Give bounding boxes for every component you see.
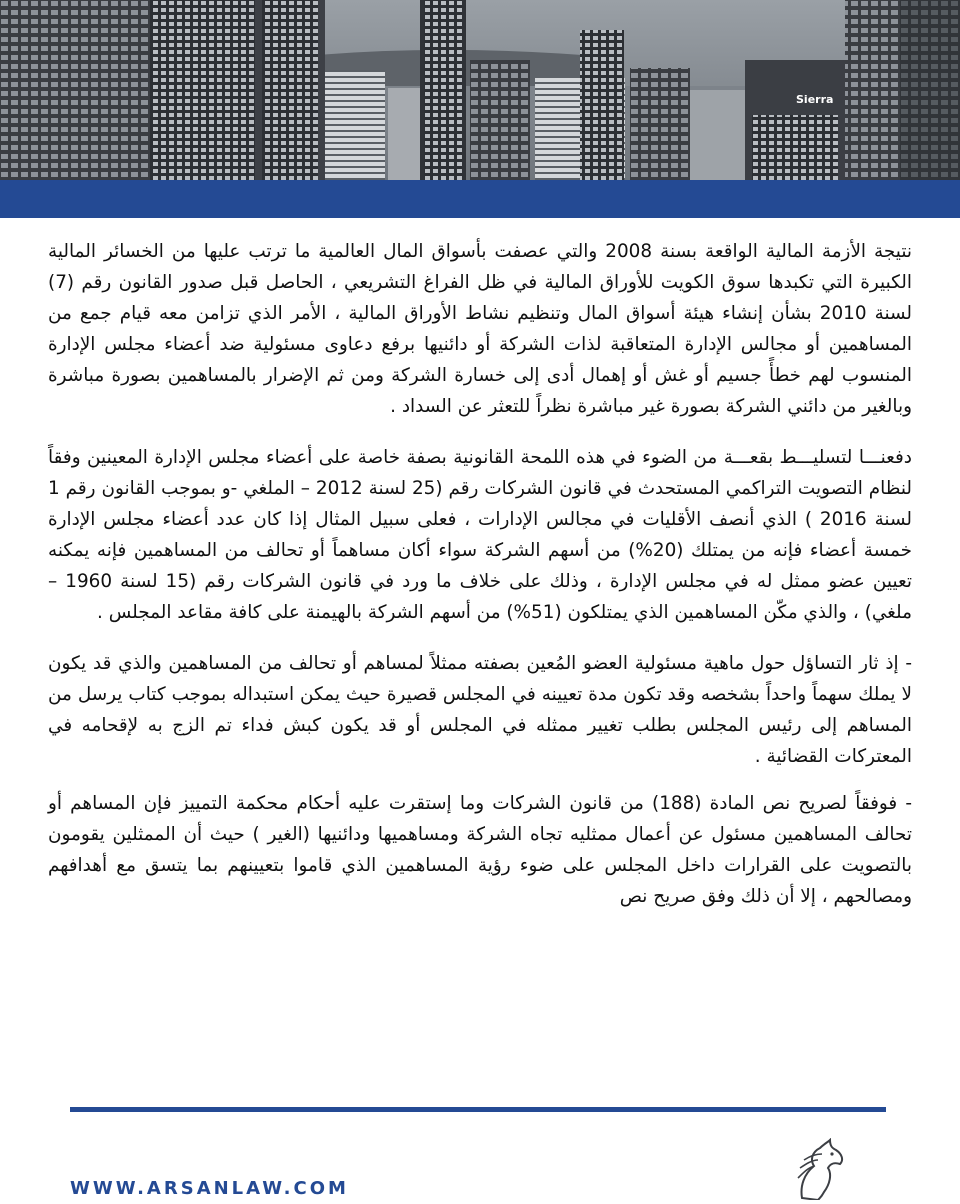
arabian-horse-logo-icon (784, 1138, 854, 1200)
paragraph-cumulative-voting: دفعنـــا لتسليـــط بقعـــة من الضوء في هذه اللمحة القانونية بصفة خاصة على أعضاء مجلس الإدارة المعينين وفقاً لنظام التصويت التراكمي المستحدث في قانون الشركات رقم (25 لسنة 2012 – الملغي -و بموجب القانون رقم 1 لسنة 2016 ) الذي أنصف الأقليات في مجالس الإدارات ، فعلى سبيل المثال إذا كان عدد أعضاء مجلس الإدارة خمسة أعضاء فإنه من يمتلك (20%) من أسهم الشركة سواء أكان مساهماً أو تحالف من المساهمين فإنه يمكنه تعيين عضو ممثل له في مجلس الإدارة ، وذلك على خلاف ما ورد في قانون الشركات رقم (15 لسنة 1960 – ملغي) ، والذي مكّن المساهمين الذي يمتلكون (51%) من أسهم الشركة بالهيمنة على كافة مقاعد المجلس . (48, 447, 913, 623)
paragraph-question: - إذ ثار التساؤل حول ماهية مسئولية العضو المُعين بصفته ممثلاً لمساهم أو تحالف من المساهمين والذي قد يكون لا يملك سهماً واحداً بشخصه وقد تكون مدة تعيينه في المجلس قصيرة حيث يمكن استبداله بموجب كتاب يرسل من المساهم إلى رئيس المجلس بطلب تغيير ممثله في المجلس أو قد يكون كبش فداء تم الزج به لإقحامه في المعتركات القضائية . (48, 653, 912, 767)
skyline-illustration (0, 0, 960, 180)
paragraph-intro: نتيجة الأزمة المالية الواقعة بسنة 2008 والتي عصفت بأسواق المال العالمية ما ترتب عليها من الخسائر المالية الكبيرة التي تكبدها سوق الكويت للأوراق المالية في ظل الفراغ التشريعي ، الحاصل قبل صدور القانون رقم (7) لسنة 2010 بشأن إنشاء هيئة أسواق المال وتنظيم نشاط الأوراق المالية ، الأمر الذي تزامن معه قيام جمع من المساهمين أو مجالس الإدارة المتعاقبة لذات الشركة أو دائنيها برفع دعاوى مسئولية ضد أعضاء مجلس الإدارة المنسوب لهم خطأً جسيم أو غش أو إهمال أدى إلى خسارة الشركة ومن ثم الإضرار بالمساهمين بصورة مباشرة وبالغير من دائني الشركة بصورة غير مباشرة نظراً للتعثر عن السداد . (48, 241, 913, 417)
article-body (48, 236, 912, 928)
header-skyline-photo (0, 0, 960, 180)
blue-header-band (0, 180, 960, 218)
paragraph-article-188: - فوفقاً لصريح نص المادة (188) من قانون الشركات وما إستقرت عليه أحكام محكمة التمييز فإن المساهم أو تحالف المساهمين مسئول عن أعمال ممثليه تجاه الشركة ومساهميها ودائنيها (الغير ) حيث أن الممثلين يقومون بالتصويت على القرارات داخل المجلس على ضوء رؤية المساهمين الذي قاموا بتعيينهم بما يتسق مع أهدافهم ومصالحهم ، إلا أن ذلك وفق صريح نص (48, 793, 913, 907)
sign-text: Sierra (796, 93, 834, 106)
website-link[interactable]: WWW.ARSANLAW.COM (70, 1178, 349, 1199)
divider-rule (70, 1107, 886, 1112)
